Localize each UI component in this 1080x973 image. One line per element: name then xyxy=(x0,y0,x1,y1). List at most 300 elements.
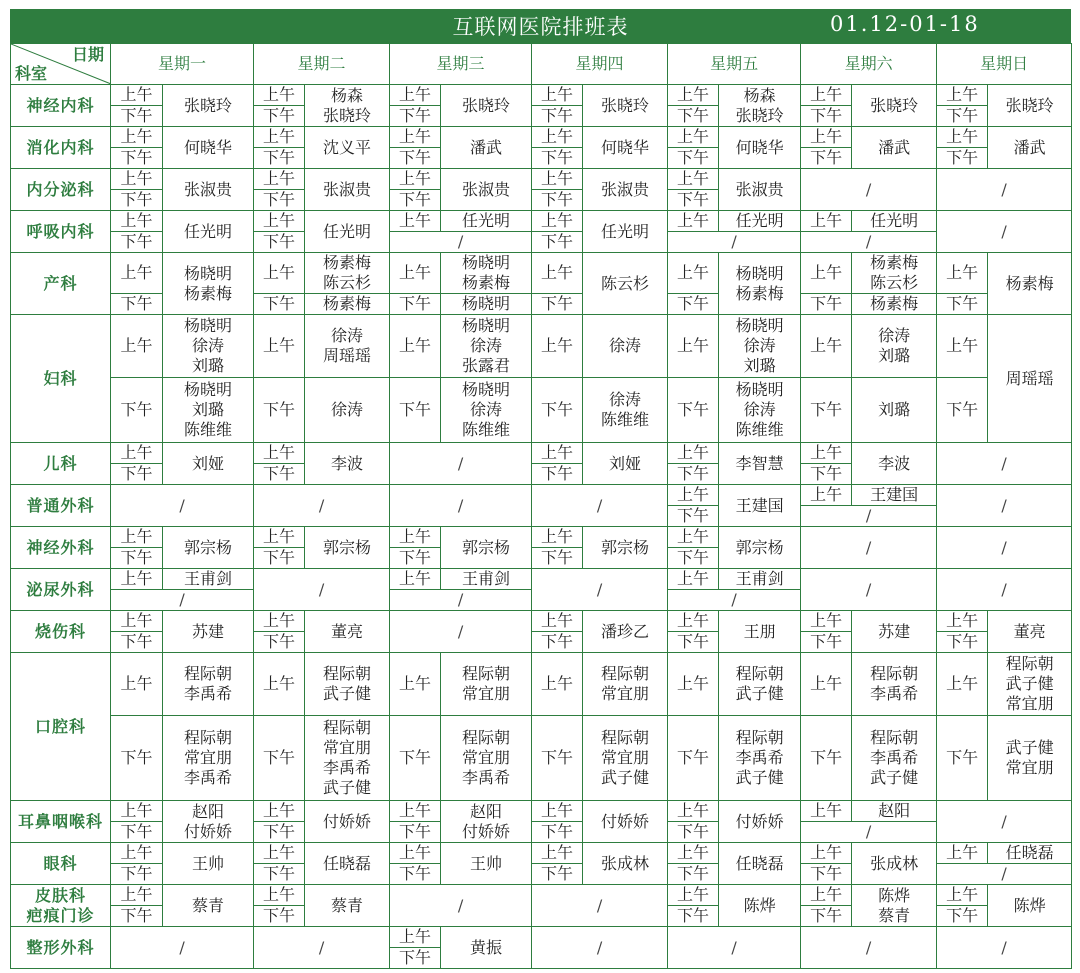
slot-label-am: 上午 xyxy=(801,885,852,906)
empty-slot: / xyxy=(937,801,1072,843)
doctor-cell: 张晓玲 xyxy=(852,85,937,127)
doctor-cell: 赵阳 付娇娇 xyxy=(163,801,254,843)
slot-label-pm: 下午 xyxy=(668,148,719,169)
slot-label-am: 上午 xyxy=(111,211,163,232)
slot-label-pm: 下午 xyxy=(111,864,163,885)
slot-label-pm: 下午 xyxy=(254,148,305,169)
doctor-cell: 陈烨 蔡青 xyxy=(852,885,937,927)
doctor-cell: 张晓玲 xyxy=(163,85,254,127)
slot-label-pm: 下午 xyxy=(111,148,163,169)
doctor-cell: 杨晓明 刘璐 陈维维 xyxy=(163,378,254,443)
slot-label-pm: 下午 xyxy=(390,148,441,169)
slot-label-pm: 下午 xyxy=(390,106,441,127)
empty-slot: / xyxy=(254,485,390,527)
slot-label-pm: 下午 xyxy=(668,378,719,443)
slot-label-pm: 下午 xyxy=(532,190,583,211)
doctor-cell: 王甫剑 xyxy=(719,569,801,590)
slot-label-pm: 下午 xyxy=(801,148,852,169)
slot-label-pm: 下午 xyxy=(390,548,441,569)
slot-label-pm: 下午 xyxy=(532,716,583,801)
slot-label-pm: 下午 xyxy=(254,190,305,211)
doctor-cell: 刘璐 xyxy=(852,378,937,443)
doctor-cell: 杨晓明 徐涛 陈维维 xyxy=(441,378,532,443)
doctor-cell: 刘娅 xyxy=(583,443,668,485)
slot-label-pm: 下午 xyxy=(111,632,163,653)
slot-label-am: 上午 xyxy=(801,253,852,294)
slot-label-am: 上午 xyxy=(254,885,305,906)
slot-label-pm: 下午 xyxy=(801,864,852,885)
slot-label-pm: 下午 xyxy=(668,294,719,315)
slot-label-pm: 下午 xyxy=(801,464,852,485)
doctor-cell: 潘武 xyxy=(852,127,937,169)
doctor-cell: 张淑贵 xyxy=(583,169,668,211)
empty-slot: / xyxy=(111,927,254,969)
doctor-cell: 杨素梅 陈云杉 xyxy=(305,253,390,294)
slot-label-pm: 下午 xyxy=(937,106,988,127)
doctor-cell: 徐涛 xyxy=(583,315,668,378)
doctor-cell: 程际朝 武子健 xyxy=(719,653,801,716)
empty-slot: / xyxy=(390,590,532,611)
doctor-cell: 黄振 xyxy=(441,927,532,969)
doctor-cell: 苏建 xyxy=(852,611,937,653)
doctor-cell: 徐涛 xyxy=(305,378,390,443)
slot-label-am: 上午 xyxy=(111,569,163,590)
slot-label-pm: 下午 xyxy=(390,948,441,969)
slot-label-am: 上午 xyxy=(937,611,988,632)
dept-name: 皮肤科 疤痕门诊 xyxy=(11,885,111,927)
doctor-cell: 任光明 xyxy=(441,211,532,232)
empty-slot: / xyxy=(390,232,532,253)
slot-label-am: 上午 xyxy=(801,127,852,148)
slot-label-pm: 下午 xyxy=(532,864,583,885)
slot-label-am: 上午 xyxy=(254,843,305,864)
doctor-cell: 杨晓明 杨素梅 xyxy=(719,253,801,315)
slot-label-am: 上午 xyxy=(111,611,163,632)
slot-label-pm: 下午 xyxy=(668,106,719,127)
empty-slot: / xyxy=(937,864,1072,885)
dept-name: 产科 xyxy=(11,253,111,315)
slot-label-pm: 下午 xyxy=(532,106,583,127)
dept-name: 耳鼻咽喉科 xyxy=(11,801,111,843)
slot-label-am: 上午 xyxy=(111,253,163,294)
slot-label-pm: 下午 xyxy=(668,822,719,843)
doctor-cell: 赵阳 付娇娇 xyxy=(441,801,532,843)
slot-label-am: 上午 xyxy=(390,927,441,948)
empty-slot: / xyxy=(668,590,801,611)
dept-name: 神经外科 xyxy=(11,527,111,569)
slot-label-pm: 下午 xyxy=(254,294,305,315)
slot-label-pm: 下午 xyxy=(111,378,163,443)
slot-label-pm: 下午 xyxy=(801,716,852,801)
empty-slot: / xyxy=(111,590,254,611)
doctor-cell: 王建国 xyxy=(719,485,801,527)
doctor-cell: 任晓磊 xyxy=(719,843,801,885)
slot-label-pm: 下午 xyxy=(111,294,163,315)
slot-label-pm: 下午 xyxy=(111,716,163,801)
doctor-cell: 郭宗杨 xyxy=(305,527,390,569)
slot-label-pm: 下午 xyxy=(390,378,441,443)
slot-label-am: 上午 xyxy=(937,85,988,106)
title-bar xyxy=(10,9,1071,43)
doctor-cell: 程际朝 李禹希 武子健 xyxy=(719,716,801,801)
doctor-cell: 任光明 xyxy=(852,211,937,232)
slot-label-pm: 下午 xyxy=(111,464,163,485)
slot-label-pm: 下午 xyxy=(801,106,852,127)
doctor-cell: 张晓玲 xyxy=(583,85,668,127)
doctor-cell: 赵阳 xyxy=(852,801,937,822)
slot-label-pm: 下午 xyxy=(937,378,988,443)
dept-name: 呼吸内科 xyxy=(11,211,111,253)
doctor-cell: 潘珍乙 xyxy=(583,611,668,653)
doctor-cell: 杨晓明 徐涛 陈维维 xyxy=(719,378,801,443)
slot-label-am: 上午 xyxy=(254,527,305,548)
doctor-cell: 徐涛 周瑶瑶 xyxy=(305,315,390,378)
corner-date-label: 日期 xyxy=(71,45,104,64)
slot-label-pm: 下午 xyxy=(532,464,583,485)
doctor-cell: 郭宗杨 xyxy=(583,527,668,569)
slot-label-pm: 下午 xyxy=(390,190,441,211)
slot-label-am: 上午 xyxy=(532,843,583,864)
doctor-cell: 陈烨 xyxy=(719,885,801,927)
empty-slot: / xyxy=(801,232,937,253)
empty-slot: / xyxy=(254,927,390,969)
day-header-5: 星期五 xyxy=(668,44,801,85)
doctor-cell: 郭宗杨 xyxy=(719,527,801,569)
slot-label-am: 上午 xyxy=(254,443,305,464)
doctor-cell: 李智慧 xyxy=(719,443,801,485)
empty-slot: / xyxy=(390,611,532,653)
doctor-cell: 程际朝 李禹希 xyxy=(852,653,937,716)
doctor-cell: 李波 xyxy=(852,443,937,485)
empty-slot: / xyxy=(937,527,1072,569)
slot-label-am: 上午 xyxy=(390,653,441,716)
slot-label-am: 上午 xyxy=(390,569,441,590)
day-header-2: 星期二 xyxy=(254,44,390,85)
doctor-cell: 任光明 xyxy=(583,211,668,253)
doctor-cell: 付娇娇 xyxy=(719,801,801,843)
slot-label-am: 上午 xyxy=(801,211,852,232)
slot-label-pm: 下午 xyxy=(668,864,719,885)
slot-label-pm: 下午 xyxy=(254,548,305,569)
slot-label-pm: 下午 xyxy=(801,632,852,653)
slot-label-am: 上午 xyxy=(532,315,583,378)
doctor-cell: 程际朝 武子健 常宜朋 xyxy=(988,653,1072,716)
slot-label-am: 上午 xyxy=(390,843,441,864)
dept-name: 内分泌科 xyxy=(11,169,111,211)
slot-label-am: 上午 xyxy=(390,169,441,190)
slot-label-am: 上午 xyxy=(390,527,441,548)
slot-label-pm: 下午 xyxy=(668,906,719,927)
doctor-cell: 张晓玲 xyxy=(988,85,1072,127)
slot-label-am: 上午 xyxy=(937,843,988,864)
dept-name: 口腔科 xyxy=(11,653,111,801)
slot-label-pm: 下午 xyxy=(532,378,583,443)
doctor-cell: 任光明 xyxy=(163,211,254,253)
slot-label-am: 上午 xyxy=(111,527,163,548)
empty-slot: / xyxy=(532,885,668,927)
slot-label-am: 上午 xyxy=(668,569,719,590)
slot-label-am: 上午 xyxy=(111,885,163,906)
doctor-cell: 张淑贵 xyxy=(719,169,801,211)
doctor-cell: 王甫剑 xyxy=(441,569,532,590)
doctor-cell: 程际朝 常宜朋 李禹希 xyxy=(441,716,532,801)
doctor-cell: 张淑贵 xyxy=(441,169,532,211)
slot-label-am: 上午 xyxy=(111,801,163,822)
corner-header xyxy=(11,44,111,85)
slot-label-am: 上午 xyxy=(668,127,719,148)
dept-name: 烧伤科 xyxy=(11,611,111,653)
slot-label-am: 上午 xyxy=(254,253,305,294)
slot-label-am: 上午 xyxy=(254,611,305,632)
slot-label-am: 上午 xyxy=(532,127,583,148)
empty-slot: / xyxy=(532,927,668,969)
slot-label-pm: 下午 xyxy=(668,548,719,569)
slot-label-am: 上午 xyxy=(668,315,719,378)
doctor-cell: 王帅 xyxy=(163,843,254,885)
dept-name: 普通外科 xyxy=(11,485,111,527)
date-range: 01.12-01-18 xyxy=(830,12,980,36)
slot-label-am: 上午 xyxy=(390,127,441,148)
slot-label-am: 上午 xyxy=(254,169,305,190)
empty-slot: / xyxy=(937,443,1072,485)
doctor-cell: 杨素梅 xyxy=(305,294,390,315)
doctor-cell: 杨晓明 xyxy=(441,294,532,315)
dept-name: 儿科 xyxy=(11,443,111,485)
empty-slot: / xyxy=(532,485,668,527)
slot-label-am: 上午 xyxy=(937,253,988,294)
doctor-cell: 付娇娇 xyxy=(305,801,390,843)
slot-label-pm: 下午 xyxy=(668,716,719,801)
doctor-cell: 何晓华 xyxy=(719,127,801,169)
empty-slot: / xyxy=(937,211,1072,253)
slot-label-pm: 下午 xyxy=(801,906,852,927)
doctor-cell: 杨素梅 xyxy=(988,253,1072,315)
slot-label-pm: 下午 xyxy=(532,632,583,653)
slot-label-am: 上午 xyxy=(937,653,988,716)
slot-label-am: 上午 xyxy=(668,211,719,232)
empty-slot: / xyxy=(532,569,668,611)
slot-label-am: 上午 xyxy=(390,315,441,378)
empty-slot: / xyxy=(801,169,937,211)
slot-label-am: 上午 xyxy=(668,885,719,906)
slot-label-pm: 下午 xyxy=(937,148,988,169)
doctor-cell: 杨森 张晓玲 xyxy=(719,85,801,127)
doctor-cell: 郭宗杨 xyxy=(441,527,532,569)
empty-slot: / xyxy=(801,569,937,611)
slot-label-am: 上午 xyxy=(668,85,719,106)
page-title: 互联网医院排班表 xyxy=(452,15,629,39)
slot-label-am: 上午 xyxy=(801,315,852,378)
slot-label-pm: 下午 xyxy=(668,464,719,485)
day-header-6: 星期六 xyxy=(801,44,937,85)
slot-label-am: 上午 xyxy=(111,85,163,106)
doctor-cell: 潘武 xyxy=(988,127,1072,169)
slot-label-pm: 下午 xyxy=(668,632,719,653)
doctor-cell: 郭宗杨 xyxy=(163,527,254,569)
dept-name: 消化内科 xyxy=(11,127,111,169)
dept-name: 妇科 xyxy=(11,315,111,443)
slot-label-am: 上午 xyxy=(532,611,583,632)
doctor-cell: 任光明 xyxy=(305,211,390,253)
doctor-cell: 陈云杉 xyxy=(583,253,668,315)
slot-label-am: 上午 xyxy=(801,843,852,864)
doctor-cell: 杨晓明 徐涛 张露君 xyxy=(441,315,532,378)
slot-label-am: 上午 xyxy=(254,85,305,106)
slot-label-pm: 下午 xyxy=(111,106,163,127)
doctor-cell: 杨晓明 杨素梅 xyxy=(163,253,254,315)
slot-label-pm: 下午 xyxy=(668,506,719,527)
slot-label-pm: 下午 xyxy=(532,148,583,169)
slot-label-pm: 下午 xyxy=(254,106,305,127)
slot-label-am: 上午 xyxy=(801,485,852,506)
day-header-3: 星期三 xyxy=(390,44,532,85)
schedule-table xyxy=(10,43,1072,969)
doctor-cell: 程际朝 常宜朋 李禹希 武子健 xyxy=(305,716,390,801)
slot-label-am: 上午 xyxy=(801,801,852,822)
empty-slot: / xyxy=(390,485,532,527)
slot-label-am: 上午 xyxy=(801,85,852,106)
slot-label-pm: 下午 xyxy=(254,464,305,485)
doctor-cell: 苏建 xyxy=(163,611,254,653)
dept-name: 泌尿外科 xyxy=(11,569,111,611)
doctor-cell: 蔡青 xyxy=(163,885,254,927)
slot-label-am: 上午 xyxy=(254,127,305,148)
doctor-cell: 程际朝 李禹希 武子健 xyxy=(852,716,937,801)
doctor-cell: 杨晓明 徐涛 刘璐 xyxy=(719,315,801,378)
dept-name: 整形外科 xyxy=(11,927,111,969)
slot-label-pm: 下午 xyxy=(111,906,163,927)
doctor-cell: 杨素梅 陈云杉 xyxy=(852,253,937,294)
empty-slot: / xyxy=(801,927,937,969)
slot-label-am: 上午 xyxy=(254,653,305,716)
day-header-7: 星期日 xyxy=(937,44,1072,85)
slot-label-pm: 下午 xyxy=(937,632,988,653)
slot-label-pm: 下午 xyxy=(111,190,163,211)
slot-label-am: 上午 xyxy=(668,653,719,716)
slot-label-am: 上午 xyxy=(668,485,719,506)
slot-label-am: 上午 xyxy=(937,315,988,378)
slot-label-pm: 下午 xyxy=(668,190,719,211)
slot-label-am: 上午 xyxy=(532,211,583,232)
dept-name: 眼科 xyxy=(11,843,111,885)
doctor-cell: 张成林 xyxy=(852,843,937,885)
doctor-cell: 任晓磊 xyxy=(988,843,1072,864)
slot-label-am: 上午 xyxy=(532,653,583,716)
slot-label-am: 上午 xyxy=(390,85,441,106)
doctor-cell: 张淑贵 xyxy=(163,169,254,211)
empty-slot: / xyxy=(801,506,937,527)
slot-label-am: 上午 xyxy=(801,611,852,632)
doctor-cell: 程际朝 常宜朋 xyxy=(583,653,668,716)
doctor-cell: 程际朝 常宜朋 xyxy=(441,653,532,716)
slot-label-am: 上午 xyxy=(111,443,163,464)
doctor-cell: 何晓华 xyxy=(163,127,254,169)
slot-label-pm: 下午 xyxy=(937,294,988,315)
slot-label-am: 上午 xyxy=(801,653,852,716)
slot-label-pm: 下午 xyxy=(532,548,583,569)
day-header-1: 星期一 xyxy=(111,44,254,85)
doctor-cell: 任晓磊 xyxy=(305,843,390,885)
slot-label-pm: 下午 xyxy=(390,864,441,885)
doctor-cell: 王甫剑 xyxy=(163,569,254,590)
slot-label-am: 上午 xyxy=(111,169,163,190)
doctor-cell: 李波 xyxy=(305,443,390,485)
slot-label-am: 上午 xyxy=(111,127,163,148)
slot-label-am: 上午 xyxy=(668,253,719,294)
slot-label-am: 上午 xyxy=(111,315,163,378)
doctor-cell: 杨晓明 徐涛 刘璐 xyxy=(163,315,254,378)
empty-slot: / xyxy=(937,569,1072,611)
empty-slot: / xyxy=(801,527,937,569)
doctor-cell: 程际朝 李禹希 xyxy=(163,653,254,716)
slot-label-am: 上午 xyxy=(390,801,441,822)
doctor-cell: 何晓华 xyxy=(583,127,668,169)
doctor-cell: 沈义平 xyxy=(305,127,390,169)
doctor-cell: 武子健 常宜朋 xyxy=(988,716,1072,801)
slot-label-pm: 下午 xyxy=(254,232,305,253)
empty-slot: / xyxy=(801,822,937,843)
slot-label-am: 上午 xyxy=(254,211,305,232)
doctor-cell: 张成林 xyxy=(583,843,668,885)
doctor-cell: 王建国 xyxy=(852,485,937,506)
slot-label-am: 上午 xyxy=(254,801,305,822)
doctor-cell: 王朋 xyxy=(719,611,801,653)
empty-slot: / xyxy=(254,569,390,611)
empty-slot: / xyxy=(668,927,801,969)
doctor-cell: 杨素梅 xyxy=(852,294,937,315)
slot-label-am: 上午 xyxy=(668,843,719,864)
slot-label-am: 上午 xyxy=(532,443,583,464)
slot-label-pm: 下午 xyxy=(801,294,852,315)
slot-label-pm: 下午 xyxy=(254,822,305,843)
doctor-cell: 杨晓明 杨素梅 xyxy=(441,253,532,294)
slot-label-am: 上午 xyxy=(937,885,988,906)
empty-slot: / xyxy=(390,443,532,485)
slot-label-pm: 下午 xyxy=(532,822,583,843)
slot-label-am: 上午 xyxy=(668,527,719,548)
slot-label-am: 上午 xyxy=(390,211,441,232)
empty-slot: / xyxy=(937,485,1072,527)
empty-slot: / xyxy=(937,169,1072,211)
slot-label-am: 上午 xyxy=(532,85,583,106)
slot-label-am: 上午 xyxy=(668,169,719,190)
slot-label-am: 上午 xyxy=(254,315,305,378)
doctor-cell: 张淑贵 xyxy=(305,169,390,211)
slot-label-am: 上午 xyxy=(390,253,441,294)
slot-label-pm: 下午 xyxy=(254,864,305,885)
slot-label-pm: 下午 xyxy=(532,232,583,253)
empty-slot: / xyxy=(937,927,1072,969)
slot-label-pm: 下午 xyxy=(390,822,441,843)
doctor-cell: 潘武 xyxy=(441,127,532,169)
doctor-cell: 王帅 xyxy=(441,843,532,885)
slot-label-am: 上午 xyxy=(668,611,719,632)
doctor-cell: 陈烨 xyxy=(988,885,1072,927)
slot-label-am: 上午 xyxy=(111,653,163,716)
slot-label-pm: 下午 xyxy=(532,294,583,315)
doctor-cell: 程际朝 常宜朋 武子健 xyxy=(583,716,668,801)
slot-label-pm: 下午 xyxy=(801,378,852,443)
slot-label-pm: 下午 xyxy=(111,548,163,569)
corner-dept-label: 科室 xyxy=(15,64,48,83)
doctor-cell: 任光明 xyxy=(719,211,801,232)
slot-label-pm: 下午 xyxy=(390,716,441,801)
doctor-cell: 董亮 xyxy=(988,611,1072,653)
doctor-cell: 周瑶瑶 xyxy=(988,315,1072,443)
empty-slot: / xyxy=(390,885,532,927)
dept-name: 神经内科 xyxy=(11,85,111,127)
slot-label-am: 上午 xyxy=(668,801,719,822)
